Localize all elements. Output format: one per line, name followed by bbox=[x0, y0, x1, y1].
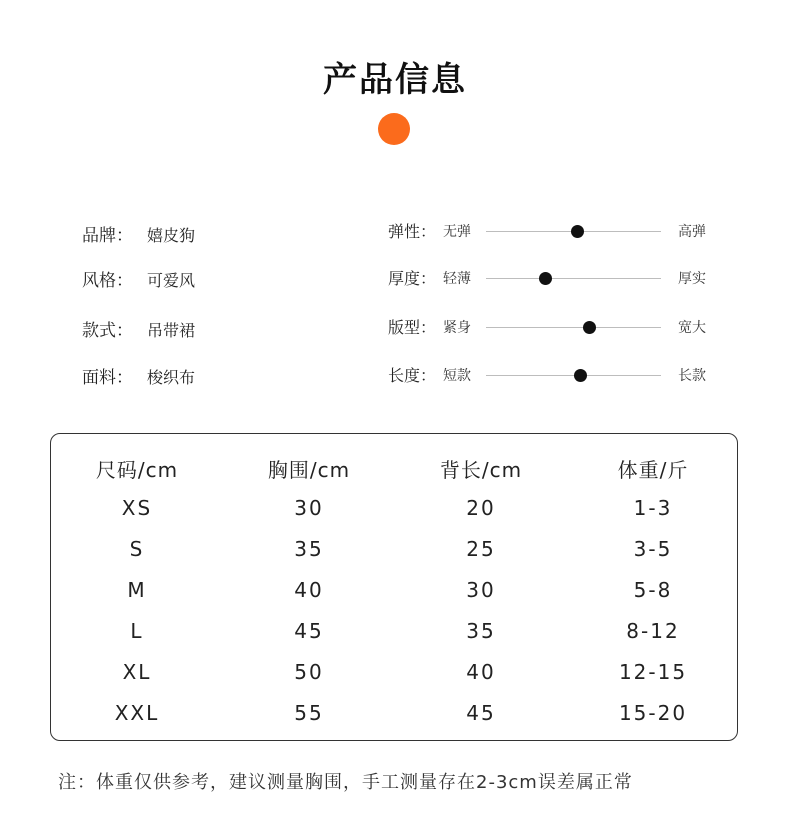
attr-brand-value: 嬉皮狗 bbox=[147, 226, 196, 245]
attr-style-label: 风格： bbox=[82, 271, 133, 291]
table-cell: 40 bbox=[294, 578, 324, 602]
table-cell: L bbox=[130, 619, 144, 643]
scale-marker bbox=[574, 369, 587, 382]
attr-type bbox=[82, 316, 195, 341]
attr-fabric-label: 面料： bbox=[82, 368, 133, 388]
scale-label: 版型： bbox=[388, 318, 437, 337]
scale-fit bbox=[388, 311, 728, 341]
table-cell: XL bbox=[122, 660, 152, 684]
attr-fabric bbox=[82, 363, 195, 388]
table-cell: 45 bbox=[294, 619, 324, 643]
table-cell: 35 bbox=[294, 537, 324, 561]
attr-fabric-value: 梭织布 bbox=[147, 368, 196, 387]
scale-label: 长度： bbox=[388, 366, 437, 385]
table-cell: 40 bbox=[466, 660, 496, 684]
table-cell: 3-5 bbox=[633, 537, 673, 561]
scale-label: 弹性： bbox=[388, 222, 437, 241]
table-cell: 15-20 bbox=[618, 701, 688, 725]
table-header-cell: 胸围/cm bbox=[267, 458, 351, 482]
scale-marker bbox=[571, 225, 584, 238]
table-cell: 12-15 bbox=[618, 660, 688, 684]
table-header-cell: 体重/斤 bbox=[617, 458, 689, 482]
scale-track bbox=[486, 278, 661, 279]
size-table bbox=[50, 433, 738, 741]
size-note: 注：体重仅供参考，建议测量胸围，手工测量存在2-3cm误差属正常 bbox=[58, 772, 633, 793]
scale-length bbox=[388, 359, 728, 389]
accent-dot bbox=[378, 113, 410, 145]
scale-track bbox=[486, 327, 661, 328]
table-cell: 55 bbox=[294, 701, 324, 725]
scale-low-label: 轻薄 bbox=[443, 271, 471, 287]
table-cell: XS bbox=[121, 496, 153, 520]
table-header-cell: 背长/cm bbox=[439, 458, 523, 482]
table-cell: 45 bbox=[466, 701, 496, 725]
table-cell: 50 bbox=[294, 660, 324, 684]
attr-type-value: 吊带裙 bbox=[147, 321, 196, 340]
table-cell: 30 bbox=[294, 496, 324, 520]
table-cell: 30 bbox=[466, 578, 496, 602]
page-title: 产品信息 bbox=[323, 60, 467, 100]
table-cell: 8-12 bbox=[626, 619, 680, 643]
scale-low-label: 紧身 bbox=[443, 320, 471, 336]
table-cell: M bbox=[127, 578, 147, 602]
table-cell: 5-8 bbox=[633, 578, 673, 602]
attr-style bbox=[82, 266, 195, 291]
table-cell: 25 bbox=[466, 537, 496, 561]
table-cell: 20 bbox=[466, 496, 496, 520]
scale-low-label: 无弹 bbox=[443, 224, 471, 240]
table-header-cell: 尺码/cm bbox=[95, 458, 179, 482]
scale-elasticity bbox=[388, 215, 728, 245]
attr-brand bbox=[82, 221, 195, 246]
scale-high-label: 长款 bbox=[678, 368, 706, 384]
attr-type-label: 款式： bbox=[82, 321, 133, 341]
table-cell: S bbox=[129, 537, 145, 561]
attr-brand-label: 品牌： bbox=[82, 226, 133, 246]
scale-high-label: 宽大 bbox=[678, 320, 706, 336]
scale-low-label: 短款 bbox=[443, 368, 471, 384]
scale-label: 厚度： bbox=[388, 269, 437, 288]
scale-marker bbox=[583, 321, 596, 334]
scale-thickness bbox=[388, 262, 728, 292]
table-cell: XXL bbox=[114, 701, 160, 725]
scale-high-label: 高弹 bbox=[678, 224, 706, 240]
scale-high-label: 厚实 bbox=[678, 271, 706, 287]
table-cell: 1-3 bbox=[633, 496, 673, 520]
scale-marker bbox=[539, 272, 552, 285]
attr-style-value: 可爱风 bbox=[147, 271, 196, 290]
table-cell: 35 bbox=[466, 619, 496, 643]
